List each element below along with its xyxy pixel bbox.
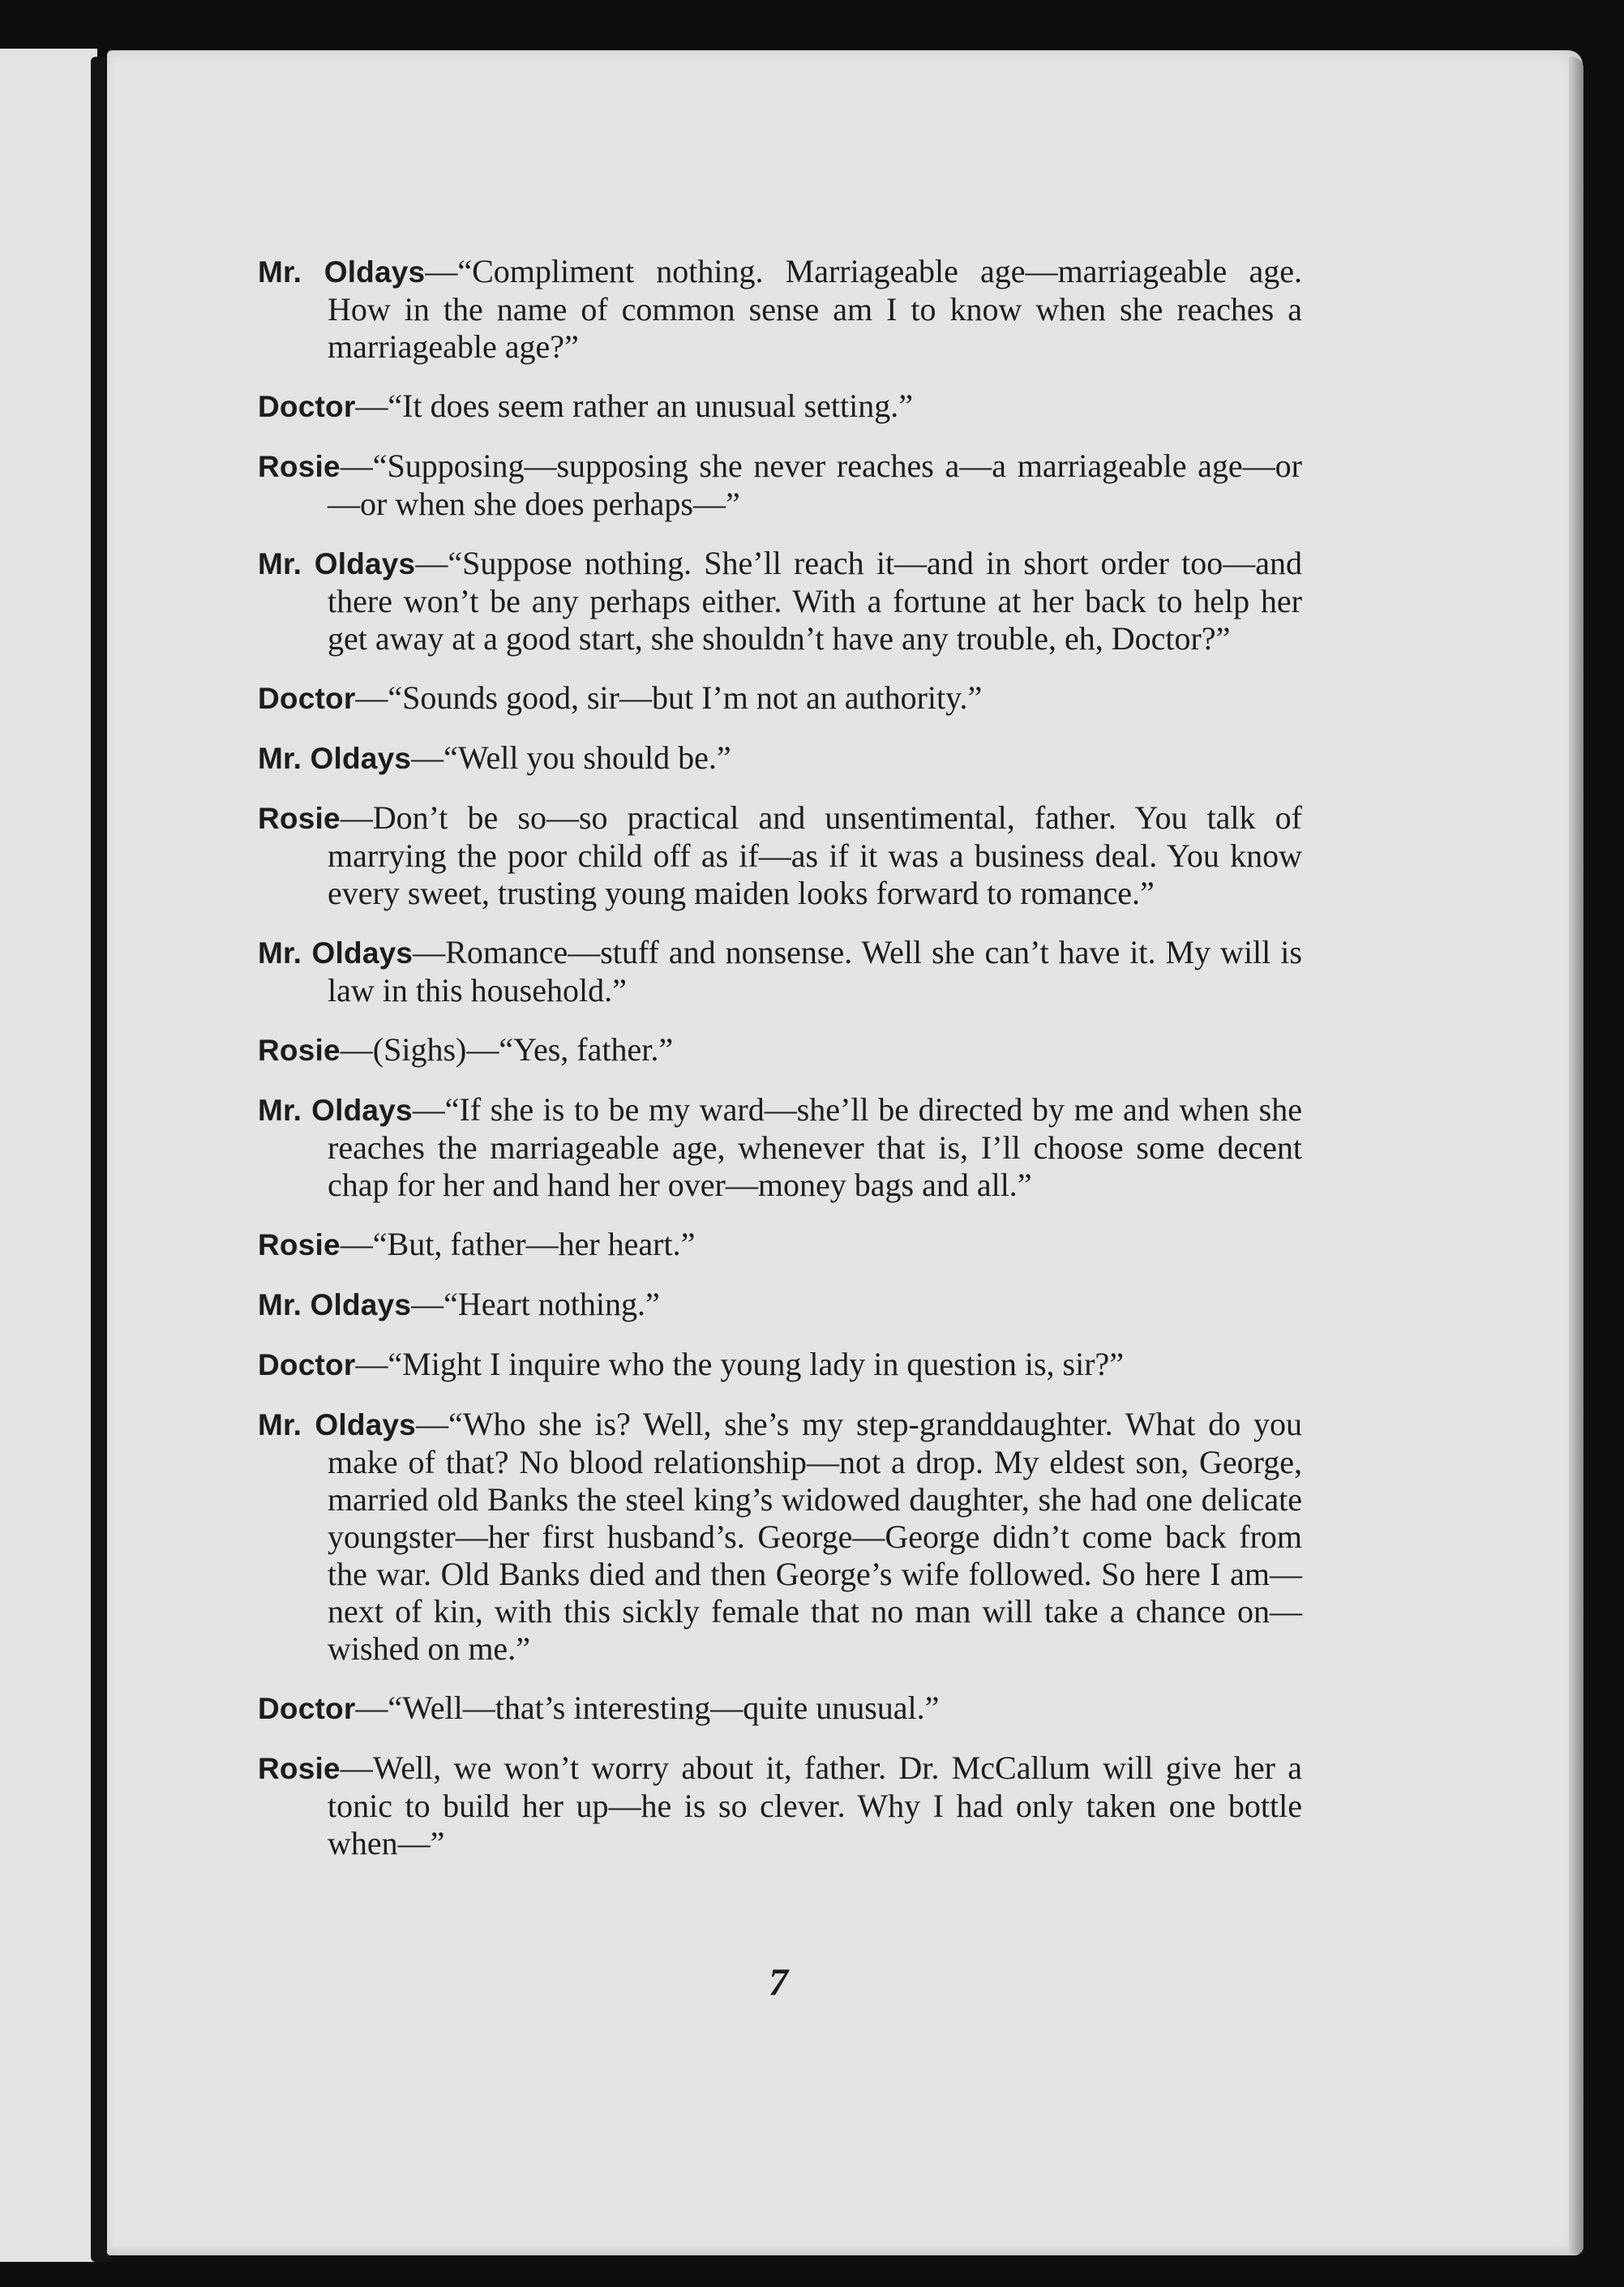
- dialogue-text: [258, 253, 1302, 1884]
- speaker-name: Rosie: [258, 1752, 341, 1785]
- dialogue-entry: [258, 1091, 1302, 1204]
- speaker-name: Mr. Oldays: [258, 1408, 416, 1441]
- page-edge-shadow: [1569, 57, 1583, 2254]
- dialogue-line: —“It does seem rather an unusual setting.”: [355, 388, 913, 424]
- dialogue-line: —Well, we won’t worry about it, father. Dr. McCallum will give her a tonic to build her up—he is so clever. Why I had only taken one bottle when—”: [328, 1750, 1302, 1861]
- dialogue-line: —“Heart nothing.”: [411, 1286, 660, 1322]
- dialogue-line: —Don’t be so—so practical and unsentimental, father. You talk of marrying the poor child off as if—as if it was a business deal. You know every sweet, trusting young maiden looks forward to romance.”: [328, 799, 1302, 911]
- dialogue-entry: [258, 448, 1302, 523]
- facing-page-edge: [0, 49, 97, 2262]
- speaker-name: Mr. Oldays: [258, 1094, 413, 1127]
- speaker-name: Doctor: [258, 682, 356, 715]
- speaker-name: Doctor: [258, 1348, 356, 1381]
- dialogue-entry: [258, 799, 1302, 912]
- dialogue-entry: [258, 388, 1302, 426]
- speaker-name: Rosie: [258, 1228, 341, 1261]
- dialogue-line: —“Sounds good, sir—but I’m not an authority.”: [355, 679, 983, 716]
- speaker-name: Rosie: [258, 802, 341, 835]
- dialogue-entry: [258, 1031, 1302, 1069]
- speaker-name: Mr. Oldays: [258, 547, 416, 580]
- dialogue-entry: [258, 679, 1302, 717]
- speaker-name: Rosie: [258, 1034, 341, 1067]
- speaker-name: Rosie: [258, 450, 341, 483]
- dialogue-line: —“Well you should be.”: [411, 739, 731, 776]
- dialogue-line: —(Sighs)—“Yes, father.”: [340, 1031, 674, 1068]
- dialogue-line: —“If she is to be my ward—she’ll be directed by me and when she reaches the marriageable age, whenever that is, I’ll choose some decent chap for her and hand her over—money bags and all.”: [328, 1091, 1302, 1203]
- dialogue-entry: [258, 934, 1302, 1009]
- dialogue-entry: [258, 739, 1302, 777]
- dialogue-entry: [258, 1406, 1302, 1668]
- dialogue-line: —“Might I inquire who the young lady in question is, sir?”: [355, 1346, 1125, 1382]
- dialogue-line: —“Suppose nothing. She’ll reach it—and in short order too—and there won’t be any perhaps either. With a fortune at her back to help her get away at a good start, she shouldn’t have any trouble, eh, Doctor?”: [328, 545, 1302, 657]
- dialogue-entry: [258, 545, 1302, 657]
- dialogue-entry: [258, 1346, 1302, 1384]
- speaker-name: Mr. Oldays: [258, 742, 412, 775]
- dialogue-line: —“Well—that’s interesting—quite unusual.”: [355, 1690, 940, 1726]
- page-number: 7: [769, 1961, 788, 2004]
- dialogue-entry: [258, 1286, 1302, 1324]
- dialogue-line: —“But, father—her heart.”: [340, 1226, 696, 1262]
- dialogue-line: —“Supposing—supposing she never reaches a—a marriageable age—or—or when she does perhaps—”: [328, 448, 1302, 522]
- speaker-name: Doctor: [258, 1692, 356, 1725]
- dialogue-entry: [258, 1750, 1302, 1862]
- dialogue-line: —“Who she is? Well, she’s my step-granddaughter. What do you make of that? No blood relationship—not a drop. My eldest son, George, married old Banks the steel king’s widowed daughter, she had one delicate youngster—her first husband’s. George—George didn’t come back from the war. Old Banks died and then George’s wife followed. So here I am—next of kin, with this sickly female that no man will take a chance on—wished on me.”: [328, 1406, 1302, 1667]
- dialogue-entry: [258, 1226, 1302, 1264]
- speaker-name: Mr. Oldays: [258, 1288, 412, 1321]
- dialogue-line: —“Compliment nothing. Marriageable age—marriageable age. How in the name of common sense am I to know when she reaches a marriageable age?”: [328, 253, 1303, 365]
- speaker-name: Mr. Oldays: [258, 936, 413, 970]
- dialogue-entry: [258, 1690, 1302, 1728]
- dialogue-line: —Romance—stuff and nonsense. Well she can’t have it. My will is law in this household.”: [328, 934, 1302, 1009]
- speaker-name: Doctor: [258, 390, 356, 423]
- speaker-name: Mr. Oldays: [258, 255, 426, 289]
- dialogue-entry: [258, 253, 1302, 366]
